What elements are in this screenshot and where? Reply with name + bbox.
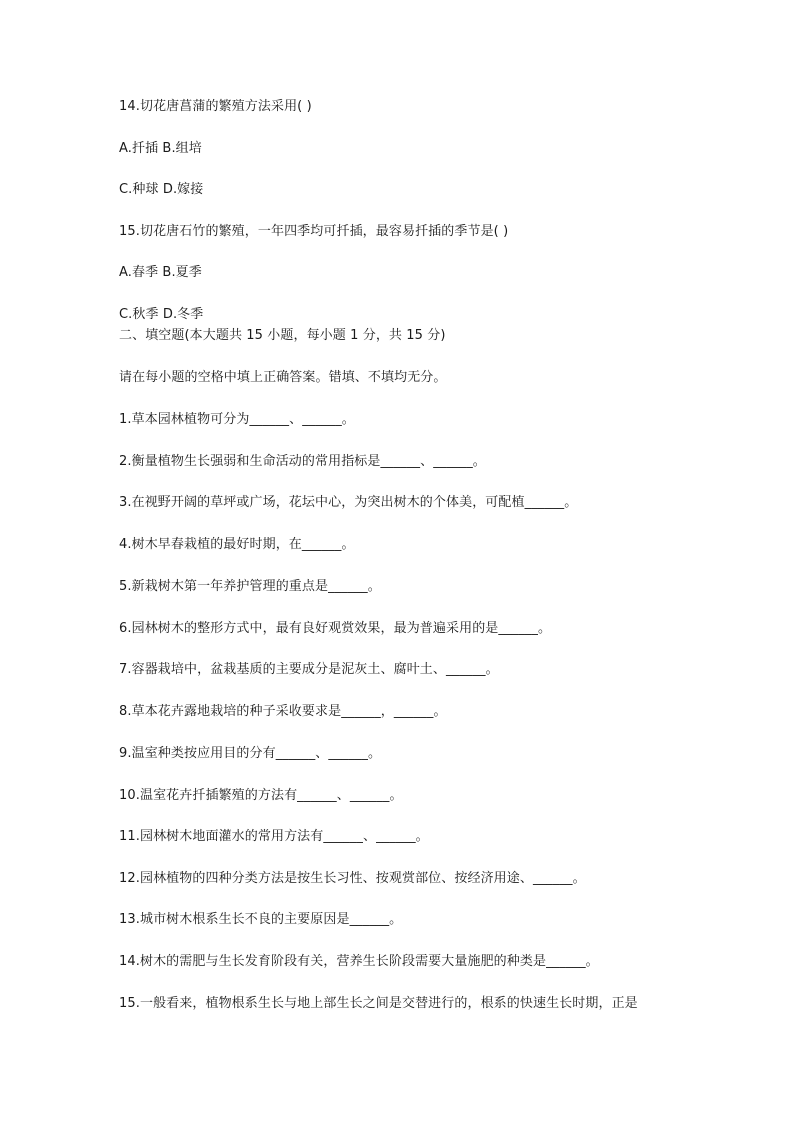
fill-question-2: 2.衡量植物生长强弱和生命活动的常用指标是______、______。 <box>119 454 486 469</box>
fill-question-10: 10.温室花卉扦插繁殖的方法有______、______。 <box>119 788 403 803</box>
fill-question-6: 6.园林树木的整形方式中，最有良好观赏效果，最为普遍采用的是______。 <box>119 621 552 636</box>
fill-question-14: 14.树木的需肥与生长发育阶段有关，营养生长阶段需要大量施肥的种类是______。 <box>119 954 599 969</box>
fill-question-5: 5.新栽树木第一年养护管理的重点是______。 <box>119 579 381 594</box>
section-heading: 二、填空题(本大题共 15 小题，每小题 1 分，共 15 分) <box>119 328 446 343</box>
question-14-stem: 14.切花唐菖蒲的繁殖方法采用( ) <box>119 99 312 114</box>
fill-question-3: 3.在视野开阔的草坪或广场，花坛中心，为突出树木的个体美，可配植______。 <box>119 495 578 510</box>
fill-question-9: 9.温室种类按应用目的分有______、______。 <box>119 746 382 761</box>
fill-question-15: 15.一般看来，植物根系生长与地上部生长之间是交替进行的，根系的快速生长时期，正是 <box>119 996 638 1011</box>
fill-question-8: 8.草本花卉露地栽培的种子采收要求是______，______。 <box>119 704 447 719</box>
question-15-options-cd: C.秋季 D.冬季 <box>119 307 204 322</box>
question-15-options-ab: A.春季 B.夏季 <box>119 265 202 280</box>
fill-question-1: 1.草本园林植物可分为______、______。 <box>119 412 355 427</box>
fill-question-12: 12.园林植物的四种分类方法是按生长习性、按观赏部位、按经济用途、______。 <box>119 871 586 886</box>
fill-question-11: 11.园林树木地面灌水的常用方法有______、______。 <box>119 829 429 844</box>
question-15-stem: 15.切花唐石竹的繁殖，一年四季均可扦插，最容易扦插的季节是( ) <box>119 224 509 239</box>
fill-question-4: 4.树木早春栽植的最好时期，在______。 <box>119 537 355 552</box>
question-14-options-cd: C.种球 D.嫁接 <box>119 182 204 197</box>
fill-question-13: 13.城市树木根系生长不良的主要原因是______。 <box>119 912 403 927</box>
question-14-options-ab: A.扦插 B.组培 <box>119 141 202 156</box>
section-instruction: 请在每小题的空格中填上正确答案。错填、不填均无分。 <box>119 370 447 385</box>
fill-question-7: 7.容器栽培中，盆栽基质的主要成分是泥灰土、腐叶土、______。 <box>119 662 499 677</box>
